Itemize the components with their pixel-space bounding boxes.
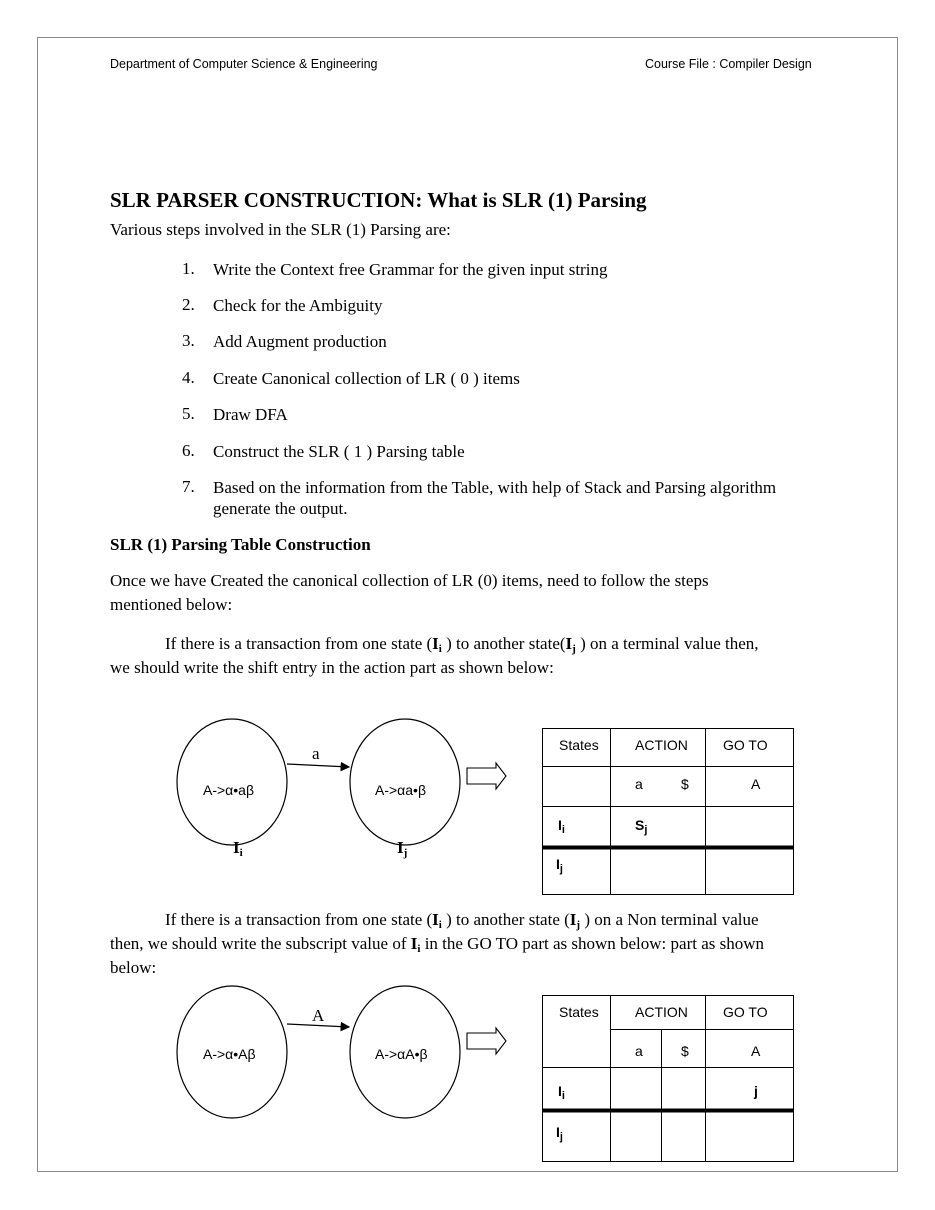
state-sub: i — [561, 824, 565, 836]
column-header-goto: GO TO — [723, 1004, 768, 1020]
terminal-header: a — [635, 1043, 643, 1059]
state-sub: j — [559, 1131, 563, 1143]
row-state-i — [558, 817, 565, 836]
nonterminal-header: A — [751, 1043, 761, 1059]
state-ref: I — [410, 934, 418, 953]
state-sub: i — [438, 643, 442, 655]
text-fragment: ) on a terminal value then, — [575, 634, 759, 653]
list-item-number: 6. — [182, 441, 195, 460]
list-item-number: 3. — [182, 331, 195, 350]
text-fragment: then, we should write the subscript value of — [110, 934, 411, 953]
column-header-goto: GO TO — [723, 737, 768, 753]
list-item-number: 1. — [182, 259, 195, 278]
state-sub: j — [403, 847, 408, 859]
state-sub: i — [561, 1090, 565, 1102]
state-item-i: A->α•aβ — [203, 782, 255, 798]
text-fragment: If there is a transaction from one state ( — [165, 634, 433, 653]
list-item-continued: generate the output. — [213, 499, 348, 518]
state-ref: I — [565, 634, 573, 653]
text-fragment: ) on a Non terminal value — [580, 910, 759, 929]
paragraph-goto-line2 — [110, 932, 764, 961]
column-header-states: States — [559, 737, 599, 753]
paragraph-line: Once we have Created the canonical collection of LR (0) items, need to follow the steps — [110, 571, 709, 590]
list-item: Add Augment production — [213, 332, 387, 351]
shift-letter: S — [635, 817, 645, 833]
paragraph-goto-line3: below: — [110, 958, 157, 977]
state-sub: i — [438, 919, 442, 931]
terminal-header: a — [635, 776, 643, 792]
state-letter: I — [558, 1083, 562, 1099]
list-item-number: 4. — [182, 368, 195, 387]
list-item-number: 2. — [182, 295, 195, 314]
state-sub: j — [572, 643, 576, 655]
state-label-i — [233, 838, 243, 859]
nonterminal-header: A — [751, 776, 761, 792]
row-state-j — [556, 856, 563, 875]
paragraph-line: mentioned below: — [110, 595, 233, 614]
shift-sub: j — [644, 824, 648, 836]
state-letter: I — [556, 856, 560, 872]
list-item: Create Canonical collection of LR ( 0 ) items — [213, 369, 520, 388]
state-item-j: A->αa•β — [375, 782, 427, 798]
state-item-i: A->α•Aβ — [203, 1046, 256, 1062]
state-ref: I — [432, 910, 439, 929]
list-item-number: 5. — [182, 404, 195, 423]
section-heading: SLR (1) Parsing Table Construction — [110, 535, 371, 554]
text-fragment: in the GO TO part as shown below: part as shown — [420, 934, 765, 953]
page-title: SLR PARSER CONSTRUCTION: What is SLR (1) Parsing — [110, 188, 647, 212]
terminal-header: $ — [681, 1043, 689, 1059]
goto-entry: j — [754, 1083, 758, 1099]
paragraph-shift-line2: we should write the shift entry in the action part as shown below: — [110, 658, 554, 677]
transition-label: A — [312, 1006, 325, 1025]
header-department: Department of Computer Science & Engineering — [110, 57, 378, 71]
state-letter: I — [397, 838, 404, 857]
state-letter: I — [558, 817, 562, 833]
list-item: Construct the SLR ( 1 ) Parsing table — [213, 442, 465, 461]
state-sub: j — [576, 919, 581, 931]
state-item-j: A->αA•β — [375, 1046, 428, 1062]
state-label-j — [397, 838, 407, 859]
column-header-action: ACTION — [635, 1004, 688, 1020]
text-fragment: ) to another state( — [441, 634, 566, 653]
state-ref: I — [432, 634, 439, 653]
transition-arrow — [287, 764, 349, 767]
column-header-states: States — [559, 1004, 599, 1020]
state-sub: i — [239, 847, 243, 859]
text-fragment: ) to another state ( — [441, 910, 570, 929]
list-item: Check for the Ambiguity — [213, 296, 383, 315]
transition-label: a — [312, 744, 320, 763]
state-letter: I — [233, 838, 240, 857]
intro-text: Various steps involved in the SLR (1) Parsing are: — [110, 220, 451, 239]
terminal-header: $ — [681, 776, 689, 792]
state-sub: j — [559, 863, 563, 875]
right-arrow-icon — [467, 763, 506, 789]
list-item: Write the Context free Grammar for the given input string — [213, 260, 608, 279]
row-state-i — [558, 1083, 565, 1102]
list-item: Draw DFA — [213, 405, 288, 424]
list-item: Based on the information from the Table, with help of Stack and Parsing algorithm — [213, 478, 777, 497]
column-header-action: ACTION — [635, 737, 688, 753]
state-ref: I — [569, 910, 577, 929]
state-sub: i — [417, 943, 421, 955]
list-item-number: 7. — [182, 477, 195, 496]
state-letter: I — [556, 1124, 560, 1140]
shift-entry — [635, 817, 647, 836]
right-arrow-icon — [467, 1028, 506, 1054]
row-state-j — [556, 1124, 563, 1143]
header-course-file: Course File : Compiler Design — [645, 57, 812, 71]
text-fragment: If there is a transaction from one state ( — [165, 910, 433, 929]
